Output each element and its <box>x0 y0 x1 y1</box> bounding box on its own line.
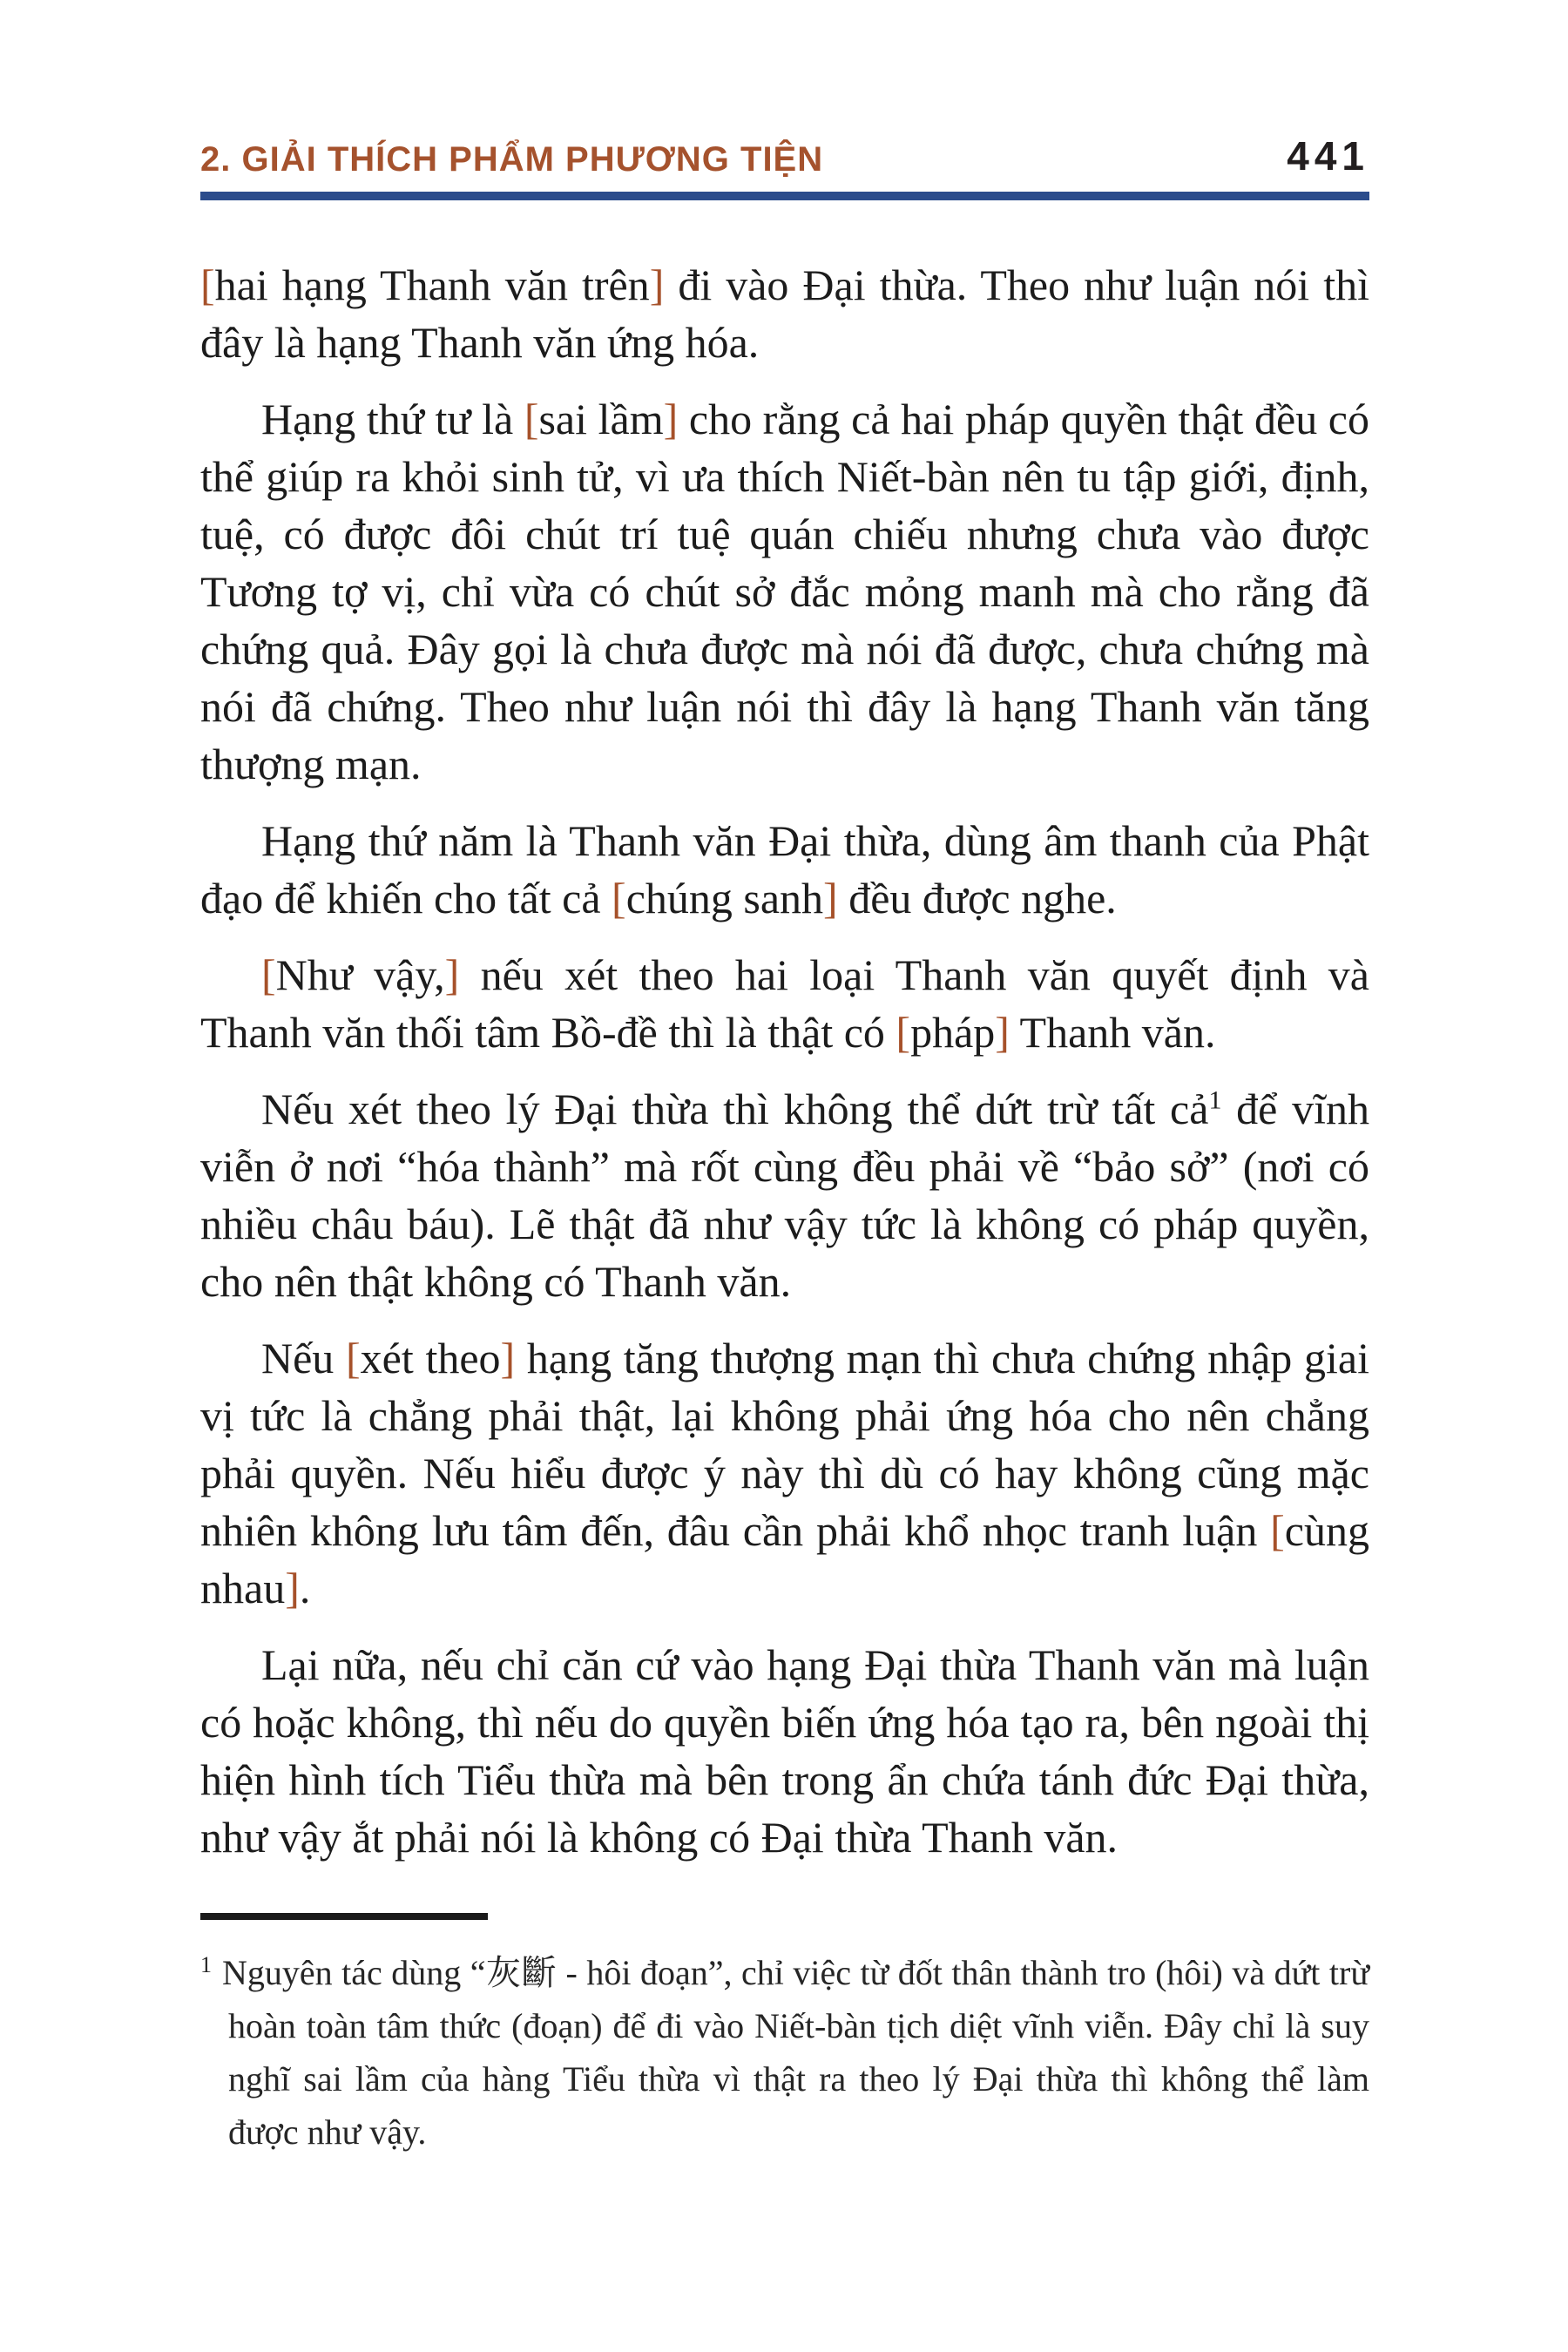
text-segment: hạng tăng thượng mạn thì chưa chứng nhập giai vị tức là chẳng phải thật, lại không phải ứng hóa cho nên chẳng phải quyền. Nếu hiểu được ý này thì dù có hay không cũng mặc nhiên không lưu tâm đến, đâu cần phải khổ nhọc tranh luận <box>200 1334 1369 1555</box>
paragraph <box>200 256 1369 371</box>
paragraph <box>200 812 1369 927</box>
text-segment: hai hạng Thanh văn trên <box>214 260 650 309</box>
bracket-glyph: ] <box>663 395 679 443</box>
text-segment: xét theo <box>360 1334 501 1382</box>
page-header <box>200 132 1369 179</box>
bracket-glyph: [ <box>346 1334 361 1382</box>
bracket-glyph: [ <box>612 874 626 923</box>
bracket-glyph: [ <box>261 950 276 999</box>
bracket-glyph: ] <box>500 1334 516 1382</box>
text-segment: chúng sanh <box>625 874 824 923</box>
running-head-title: 2. GIẢI THÍCH PHẨM PHƯƠNG TIỆN <box>200 140 824 179</box>
paragraph <box>200 390 1369 793</box>
bracket-glyph: ] <box>649 260 665 309</box>
bracket-glyph: [ <box>200 260 215 309</box>
text-segment: Nếu <box>261 1334 346 1382</box>
text-segment: sai lầm <box>538 395 664 443</box>
text-segment: cùng nhau <box>200 1506 1369 1612</box>
paragraph <box>200 1080 1369 1310</box>
text-segment: cho rằng cả hai pháp quyền thật đều có thể giúp ra khỏi sinh tử, vì ưa thích Niết-bàn nên tu tập giới, định, tuệ, có được đôi chút trí tuệ quán chiếu nhưng chưa vào được Tương tợ vị, chỉ vừa có chút sở đắc mỏng manh mà cho rằng đã chứng quả. Đây gọi là chưa được mà nói đã được, chưa chứng mà nói đã chứng. Theo như luận nói thì đây là hạng Thanh văn tăng thượng mạn. <box>200 395 1369 788</box>
text-segment: đi vào Đại thừa. Theo như luận nói thì đây là hạng Thanh văn ứng hóa. <box>200 260 1369 367</box>
footnote-rule <box>200 1913 488 1920</box>
bracket-glyph: ] <box>444 950 460 999</box>
footnote <box>200 1946 1369 2159</box>
text-segment: nếu xét theo hai loại Thanh văn quyết định và Thanh văn thối tâm Bồ-đề thì là thật có <box>200 950 1369 1057</box>
footnote-marker: 1 <box>200 1951 212 1977</box>
body-paragraphs <box>200 256 1369 1866</box>
paragraph <box>200 946 1369 1061</box>
bracket-glyph: [ <box>1270 1506 1285 1555</box>
footnote-section <box>200 1913 1369 2159</box>
header-rule <box>200 192 1369 200</box>
paragraph <box>200 1329 1369 1617</box>
text-segment: Hạng thứ tư là <box>261 395 524 443</box>
paragraph <box>200 1636 1369 1866</box>
text-segment: để vĩnh viễn ở nơi “hóa thành” mà rốt cùng đều phải về “bảo sở” (nơi có nhiều châu báu). Lẽ thật đã như vậy tức là không có pháp quyền, cho nên thật không có Thanh văn. <box>200 1085 1369 1306</box>
page-number: 441 <box>1287 133 1369 179</box>
bracket-glyph: [ <box>524 395 539 443</box>
text-segment: Lại nữa, nếu chỉ căn cứ vào hạng Đại thừa Thanh văn mà luận có hoặc không, thì nếu do quyền biến ứng hóa tạo ra, bên ngoài thị hiện hình tích Tiểu thừa mà bên trong ẩn chứa tánh đức Đại thừa, như vậy ắt phải nói là không có Đại thừa Thanh văn. <box>200 1640 1369 1862</box>
text-segment: Hạng thứ năm là Thanh văn Đại thừa, dùng âm thanh của Phật đạo để khiến cho tất cả <box>200 816 1369 923</box>
bracket-glyph: ] <box>995 1008 1010 1057</box>
bracket-glyph: ] <box>285 1564 300 1612</box>
text-segment: Thanh văn. <box>1009 1008 1216 1057</box>
bracket-glyph: ] <box>823 874 838 923</box>
text-segment: đều được nghe. <box>837 874 1117 923</box>
text-segment: pháp <box>910 1008 996 1057</box>
page-content <box>200 132 1369 2159</box>
footnote-ref: 1 <box>1208 1085 1222 1115</box>
footnote-text: Nguyên tác dùng “灰斷 - hôi đoạn”, chỉ việc từ đốt thân thành tro (hôi) và dứt trừ hoàn toàn tâm thức (đoạn) để đi vào Niết-bàn tịch diệt vĩnh viễn. Đây chỉ là suy nghĩ sai lầm của hàng Tiểu thừa vì thật ra theo lý Đại thừa thì không thể làm được như vậy. <box>222 1953 1369 2152</box>
text-segment: . <box>299 1564 311 1612</box>
bracket-glyph: [ <box>896 1008 911 1057</box>
text-segment: Như vậy, <box>275 950 445 999</box>
text-segment: Nếu xét theo lý Đại thừa thì không thể dứt trừ tất cả <box>261 1085 1209 1133</box>
